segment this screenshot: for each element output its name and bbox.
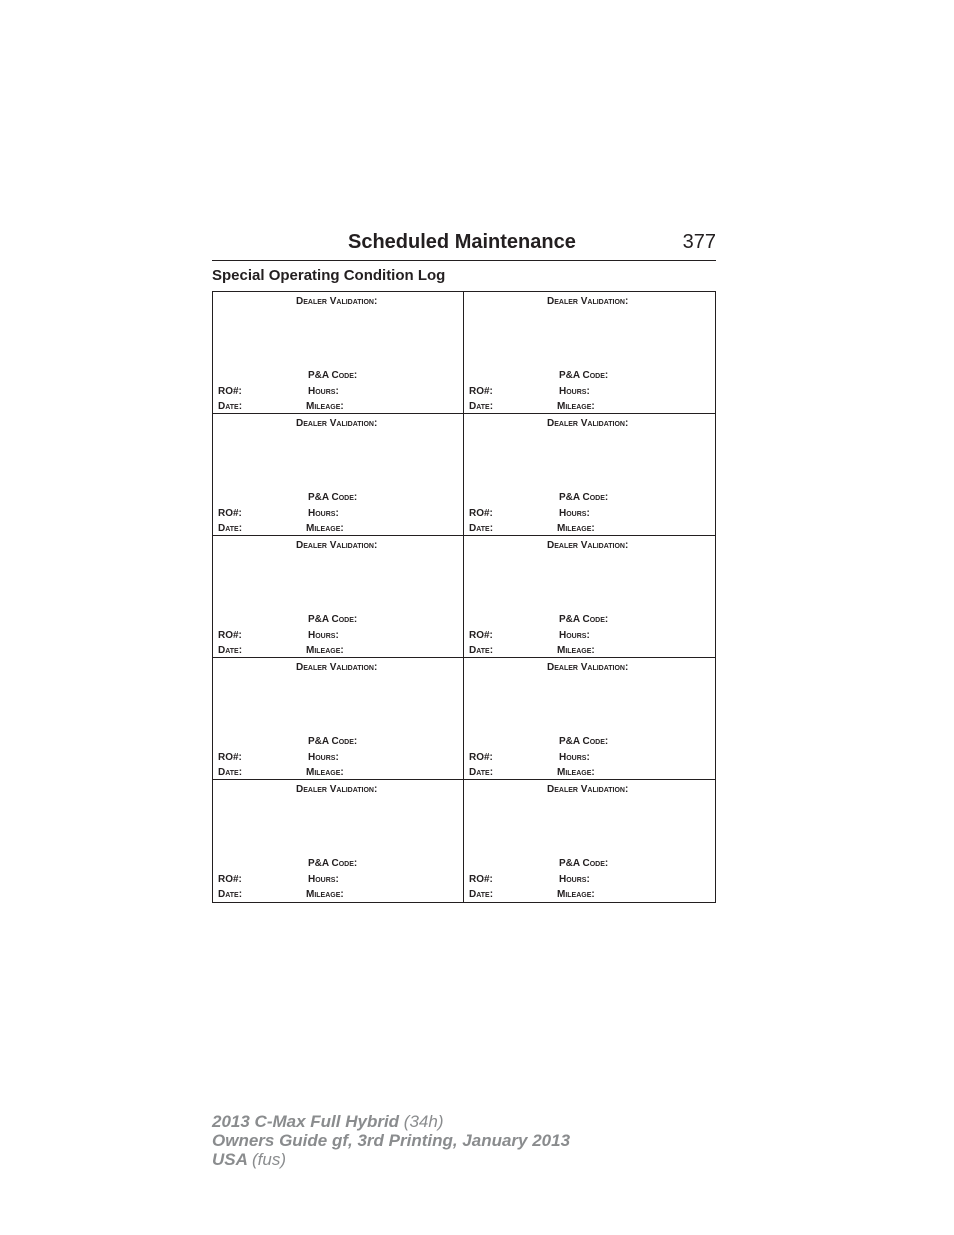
hours-label: Hours: [559,630,590,641]
log-entry-cell [213,658,464,780]
dealer-validation-label: Dealer Validation: [296,784,378,795]
hours-label: Hours: [308,752,339,763]
mileage-label: Mileage: [306,401,344,412]
log-entry-cell [213,414,464,536]
pa-code-label: P&A Code: [308,370,358,381]
pa-code-label: P&A Code: [308,492,358,503]
hours-label: Hours: [559,752,590,763]
page-title: Scheduled Maintenance [348,231,576,253]
hours-label: Hours: [308,874,339,885]
date-label: Date: [469,523,494,534]
log-entry-cell [464,536,715,658]
dealer-validation-label: Dealer Validation: [296,662,378,673]
ro-number-label: RO#: [218,752,242,763]
mileage-label: Mileage: [306,645,344,656]
dealer-validation-label: Dealer Validation: [547,662,629,673]
dealer-validation-label: Dealer Validation: [547,296,629,307]
mileage-label: Mileage: [557,523,595,534]
page-number: 377 [682,231,716,253]
ro-number-label: RO#: [469,874,493,885]
dealer-validation-label: Dealer Validation: [547,418,629,429]
condition-log-table [212,291,716,903]
footer-model: 2013 C-Max Full Hybrid [212,1112,400,1131]
date-label: Date: [469,645,494,656]
footer-model-code: (34h) [403,1112,444,1131]
page-header [212,228,716,261]
hours-label: Hours: [308,386,339,397]
mileage-label: Mileage: [306,889,344,900]
log-entry-cell [464,292,715,414]
log-entry-cell [213,536,464,658]
footer-line-1 [212,1112,570,1131]
pa-code-label: P&A Code: [559,492,609,503]
document-footer [212,1112,570,1169]
footer-line-3 [212,1150,570,1169]
date-label: Date: [218,889,243,900]
pa-code-label: P&A Code: [559,858,609,869]
ro-number-label: RO#: [218,630,242,641]
date-label: Date: [218,645,243,656]
footer-market-code: (fus) [252,1150,286,1169]
footer-line-2: Owners Guide gf, 3rd Printing, January 2013 [212,1131,571,1150]
pa-code-label: P&A Code: [559,736,609,747]
hours-label: Hours: [308,630,339,641]
dealer-validation-label: Dealer Validation: [296,418,378,429]
ro-number-label: RO#: [218,874,242,885]
ro-number-label: RO#: [469,386,493,397]
hours-label: Hours: [559,874,590,885]
log-entry-cell [213,780,464,902]
ro-number-label: RO#: [218,386,242,397]
date-label: Date: [469,767,494,778]
mileage-label: Mileage: [557,401,595,412]
log-entry-cell [464,780,715,902]
pa-code-label: P&A Code: [559,614,609,625]
hours-label: Hours: [559,386,590,397]
mileage-label: Mileage: [557,645,595,656]
dealer-validation-label: Dealer Validation: [547,784,629,795]
pa-code-label: P&A Code: [559,370,609,381]
mileage-label: Mileage: [557,767,595,778]
date-label: Date: [469,889,494,900]
log-entry-cell [464,658,715,780]
date-label: Date: [469,401,494,412]
mileage-label: Mileage: [557,889,595,900]
hours-label: Hours: [308,508,339,519]
pa-code-label: P&A Code: [308,858,358,869]
dealer-validation-label: Dealer Validation: [547,540,629,551]
dealer-validation-label: Dealer Validation: [296,296,378,307]
ro-number-label: RO#: [218,508,242,519]
dealer-validation-label: Dealer Validation: [296,540,378,551]
pa-code-label: P&A Code: [308,736,358,747]
section-title: Special Operating Condition Log [212,267,446,284]
hours-label: Hours: [559,508,590,519]
date-label: Date: [218,523,243,534]
date-label: Date: [218,401,243,412]
ro-number-label: RO#: [469,630,493,641]
ro-number-label: RO#: [469,508,493,519]
ro-number-label: RO#: [469,752,493,763]
log-entry-cell [213,292,464,414]
footer-market: USA [212,1150,248,1169]
log-entry-cell [464,414,715,536]
pa-code-label: P&A Code: [308,614,358,625]
mileage-label: Mileage: [306,767,344,778]
mileage-label: Mileage: [306,523,344,534]
date-label: Date: [218,767,243,778]
